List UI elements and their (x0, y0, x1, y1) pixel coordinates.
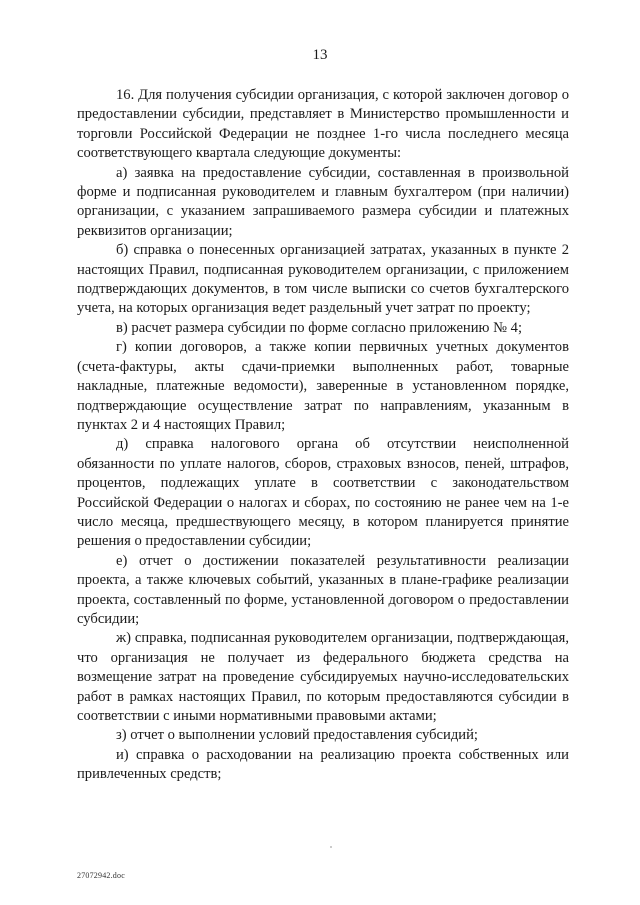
item-z: з) отчет о выполнении условий предоставления субсидий; (116, 727, 478, 744)
paragraph-16: 16. Для получения субсидии организация, с которой заключен договор о предоставлении субсидии, представляет в Министерство промышленности и торговли Российской Федерации не позднее 1-го числа последнего месяца соответствующего квартала следующие документы: (77, 87, 569, 162)
page-number: 13 (312, 47, 328, 63)
item-b: б) справка о понесенных организацией затратах, указанных в пункте 2 настоящих Правил, подписанная руководителем организации, с приложением подтверждающих документов, в том числе выписки со счетов бухгалтерского учета, на которых организация ведет раздельный учет затрат по проекту; (77, 242, 569, 317)
footer-file-code: 27072942.doc (77, 871, 125, 880)
item-d: д) справка налогового органа об отсутствии неисполненной обязанности по уплате налогов, сборов, страховых взносов, пеней, штрафов, процентов, подлежащих уплате в соответствии с законодательством Российской Федерации о налогах и сборах, по состоянию не ранее чем на 1-е число месяца, предшествующего месяцу, в котором планируется принятие решения о предоставлении субсидии; (77, 436, 569, 550)
item-a: а) заявка на предоставление субсидии, составленная в произвольной форме и подписанная руководителем и главным бухгалтером (при наличии) организации, с указанием запрашиваемого размера субсидии и платежных реквизитов организации; (77, 164, 569, 239)
item-zh: ж) справка, подписанная руководителем организации, подтверждающая, что организация не получает из федерального бюджета средства на возмещение затрат на проведение субсидируемых научно-исследовательских работ в рамках настоящих Правил, по которым предоставляются субсидии в соответствии с иными нормативными правовыми актами; (77, 630, 569, 724)
item-e: е) отчет о достижении показателей результативности реализации проекта, а также ключевых событий, указанных в плане-графике реализации проекта, составленный по форме, установленной договором о предоставлении субсидии; (77, 552, 569, 627)
item-i: и) справка о расходовании на реализацию проекта собственных или привлеченных средств; (77, 746, 569, 783)
item-g: г) копии договоров, а также копии первичных учетных документов (счета-фактуры, акты сдачи-приемки выполненных работ, товарные накладные, платежные ведомости), заверенные в установленном порядке, подтверждающие осуществление затрат по направлениям, указанным в пунктах 2 и 4 настоящих Правил; (77, 339, 569, 433)
item-v: в) расчет размера субсидии по форме согласно приложению № 4; (116, 319, 523, 336)
document-body (77, 86, 569, 785)
scan-speck (330, 846, 332, 848)
